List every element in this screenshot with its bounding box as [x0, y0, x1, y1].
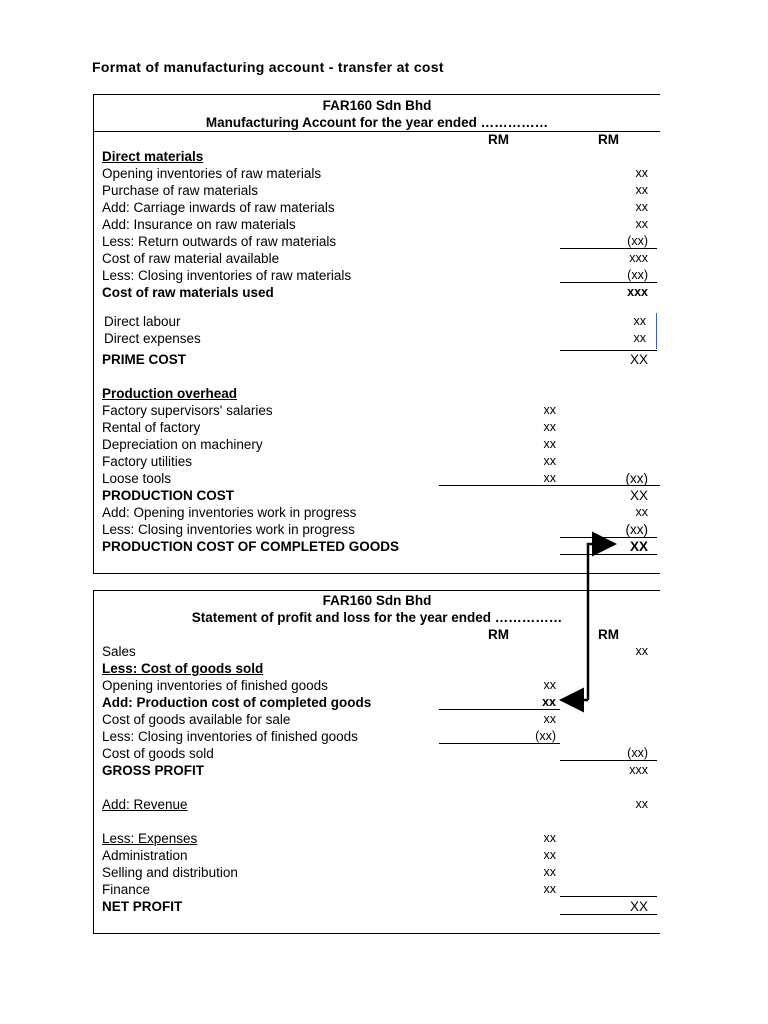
- manufacturing-subtitle: Manufacturing Account for the year ended ……………: [205, 115, 549, 130]
- manufacturing-company-name: FAR160 Sdn Bhd: [322, 98, 432, 113]
- row-amount-col2: xx: [635, 644, 648, 658]
- row-label: Factory supervisors' salaries: [102, 403, 273, 418]
- row-amount-col2: (xx): [627, 234, 648, 248]
- row-label: Rental of factory: [102, 420, 201, 435]
- row-label: Less: Return outwards of raw materials: [102, 234, 337, 249]
- row-label: Less: Closing inventories of raw materials: [102, 268, 352, 283]
- row-amount-col2: (xx): [627, 268, 648, 282]
- row-label: PRIME COST: [102, 352, 187, 367]
- row-amount-col2: (xx): [627, 746, 648, 760]
- row-label: Less: Cost of goods sold: [102, 661, 264, 676]
- row-label: Sales: [102, 644, 136, 659]
- row-label: Finance: [102, 882, 151, 897]
- row-amount-col1: xx: [542, 695, 556, 709]
- row-label: Cost of goods available for sale: [102, 712, 291, 727]
- row-amount-col2: xx: [635, 166, 648, 180]
- row-label: Direct materials: [102, 149, 204, 164]
- pl-subtitle: Statement of profit and loss for the year ended ……………: [191, 610, 563, 625]
- row-amount-col2: xx: [635, 797, 648, 811]
- row-amount-col2: xx: [633, 331, 646, 345]
- row-amount-col2: XX: [629, 899, 648, 914]
- row-label: Direct labour: [104, 314, 181, 329]
- row-label: Less: Closing inventories work in progress: [102, 522, 355, 537]
- row-amount-col1: (xx): [535, 729, 556, 743]
- pl-col1-header: RM: [488, 627, 509, 642]
- row-amount-col1: xx: [543, 471, 556, 485]
- manufacturing-col1-header: RM: [488, 132, 509, 147]
- row-label: Add: Revenue: [102, 797, 188, 812]
- row-amount-col2: xx: [635, 505, 648, 519]
- row-amount-col2: XX: [629, 352, 648, 367]
- row-label: Cost of goods sold: [102, 746, 214, 761]
- row-amount-col2: xx: [633, 314, 646, 328]
- row-label: Factory utilities: [102, 454, 193, 469]
- row-label: PRODUCTION COST: [102, 488, 235, 503]
- document-title: Format of manufacturing account - transfer at cost: [92, 59, 444, 75]
- row-label: PRODUCTION COST OF COMPLETED GOODS: [102, 539, 400, 554]
- row-amount-col1: xx: [543, 403, 556, 417]
- row-amount-col1: xx: [543, 712, 556, 726]
- row-amount-col2: xx: [635, 217, 648, 231]
- row-amount-col2: (xx): [625, 471, 648, 486]
- row-amount-col1: xx: [543, 848, 556, 862]
- row-amount-col2: XX: [629, 539, 648, 554]
- row-label: Add: Carriage inwards of raw materials: [102, 200, 335, 215]
- manufacturing-col2-header: RM: [598, 132, 619, 147]
- row-label: Add: Insurance on raw materials: [102, 217, 296, 232]
- pl-col2-header: RM: [598, 627, 619, 642]
- row-amount-col2: xxx: [629, 763, 648, 777]
- row-amount-col2: (xx): [625, 522, 648, 537]
- row-label: Loose tools: [102, 471, 172, 486]
- row-label: Direct expenses: [104, 331, 201, 346]
- row-amount-col2: xxx: [629, 251, 648, 265]
- row-amount-col2: xx: [635, 200, 648, 214]
- row-amount-col1: xx: [543, 865, 556, 879]
- row-label: Cost of raw materials used: [102, 285, 274, 300]
- row-amount-col1: xx: [543, 882, 556, 896]
- row-label: Add: Production cost of completed goods: [102, 695, 372, 710]
- row-label: Add: Opening inventories work in progress: [102, 505, 357, 520]
- row-label: Purchase of raw materials: [102, 183, 259, 198]
- row-amount-col1: xx: [543, 420, 556, 434]
- row-label: Opening inventories of raw materials: [102, 166, 322, 181]
- row-amount-col1: xx: [543, 678, 556, 692]
- row-amount-col1: xx: [543, 831, 556, 845]
- row-amount-col2: xx: [635, 183, 648, 197]
- row-label: Administration: [102, 848, 188, 863]
- row-amount-col2: XX: [629, 488, 648, 503]
- row-label: Selling and distribution: [102, 865, 238, 880]
- row-label: GROSS PROFIT: [102, 763, 205, 778]
- row-amount-col1: xx: [543, 437, 556, 451]
- row-amount-col2: xxx: [627, 285, 648, 299]
- pl-company-name: FAR160 Sdn Bhd: [322, 593, 432, 608]
- row-label: Production overhead: [102, 386, 238, 401]
- row-amount-col1: xx: [543, 454, 556, 468]
- row-label: Opening inventories of finished goods: [102, 678, 328, 693]
- row-label: NET PROFIT: [102, 899, 183, 914]
- row-label: Depreciation on machinery: [102, 437, 263, 452]
- row-label: Less: Expenses: [102, 831, 198, 846]
- row-label: Less: Closing inventories of finished goods: [102, 729, 358, 744]
- row-label: Cost of raw material available: [102, 251, 280, 266]
